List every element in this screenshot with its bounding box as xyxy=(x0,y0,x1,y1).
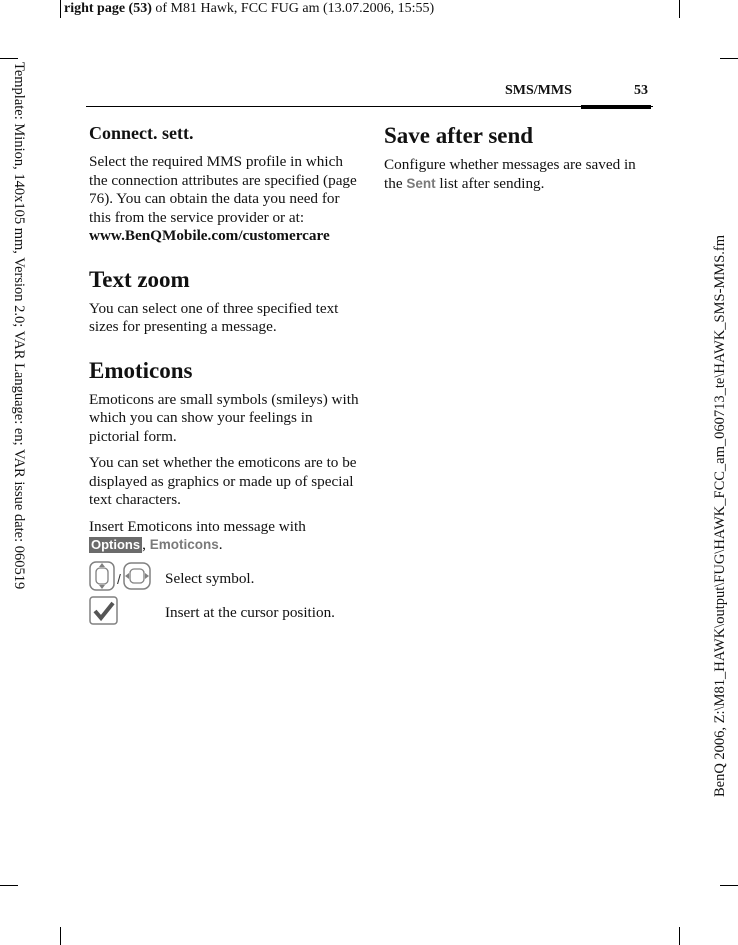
checkmark-key-icon xyxy=(89,596,118,630)
crop-mark-bottom-left xyxy=(60,927,61,945)
nav-up-down-icon xyxy=(89,561,115,596)
crop-mark-top-right xyxy=(679,0,680,18)
section-title: SMS/MMS xyxy=(505,83,572,98)
left-column xyxy=(89,122,359,631)
file-path-vertical: BenQ 2006, Z:\M81_HAWK\output\FUG\HAWK_FCC_am_060713_te\HAWK_SMS-MMS.fm xyxy=(712,235,728,798)
right-column xyxy=(384,122,654,201)
save-after-send-section xyxy=(384,122,654,193)
crop-mark-top-left xyxy=(60,0,61,18)
emoticons-para-2: You can set whether the emoticons are to be displayed as graphics or made up of special text characters. xyxy=(89,454,357,508)
text-zoom-section xyxy=(89,266,359,337)
running-header xyxy=(86,83,653,110)
header-rule xyxy=(86,106,653,107)
customercare-url: www.BenQMobile.com/customercare xyxy=(89,227,330,244)
comma: , xyxy=(142,536,150,553)
save-after-send-body xyxy=(384,156,654,193)
page-number: 53 xyxy=(634,83,648,98)
connect-sett-heading: Connect. sett. xyxy=(89,123,194,143)
period: . xyxy=(218,536,223,553)
insert-prefix: Insert Emoticons into message with xyxy=(89,517,306,535)
crop-mark-bottom-right xyxy=(679,927,680,945)
key-row-select-symbol xyxy=(89,563,359,595)
text-zoom-body: You can select one of three specified text sizes for presenting a message. xyxy=(89,299,339,335)
template-info-vertical: Template: Minion, 140x105 mm, Version 2.0; VAR Language: en; VAR issue date: 060519 xyxy=(11,62,27,590)
emoticons-menu-term: Emoticons xyxy=(149,537,219,552)
crop-mark-left-upper xyxy=(0,58,18,59)
emoticons-insert-instruction xyxy=(89,518,359,555)
body-suffix: list after sending. xyxy=(435,174,545,192)
header-rule-accent xyxy=(581,105,651,109)
save-after-send-heading: Save after send xyxy=(384,123,534,148)
emoticons-para-1: Emoticons are small symbols (smileys) with which you can show your feelings in pictorial form. xyxy=(89,390,359,445)
crop-mark-right-lower xyxy=(720,885,738,886)
crop-mark-left-lower xyxy=(0,885,18,886)
sent-list-term: Sent xyxy=(406,175,436,191)
options-softkey-label: Options xyxy=(91,537,141,552)
connect-sett-section xyxy=(89,122,359,246)
print-slug xyxy=(64,0,434,18)
insert-description: Insert at the cursor position. xyxy=(165,603,335,621)
icon-separator: / xyxy=(117,570,121,587)
emoticons-section xyxy=(89,357,359,629)
select-symbol-description: Select symbol. xyxy=(165,569,255,587)
print-slug-rest: of M81 Hawk, FCC FUG am (13.07.2006, 15:55) xyxy=(151,1,435,16)
print-slug-bold: right page (53) xyxy=(64,1,152,16)
key-row-insert xyxy=(89,597,359,629)
emoticons-heading: Emoticons xyxy=(89,357,193,383)
text-zoom-heading: Text zoom xyxy=(89,266,190,292)
body-prefix: Configure whether messages are saved in the xyxy=(384,156,636,192)
nav-left-right-icon xyxy=(123,562,151,595)
crop-mark-right-upper xyxy=(720,58,738,59)
connect-sett-body: Select the required MMS profile in which the connection attributes are specified (page 76). You can obtain the data you need for this from the service provider or at: xyxy=(89,153,357,226)
